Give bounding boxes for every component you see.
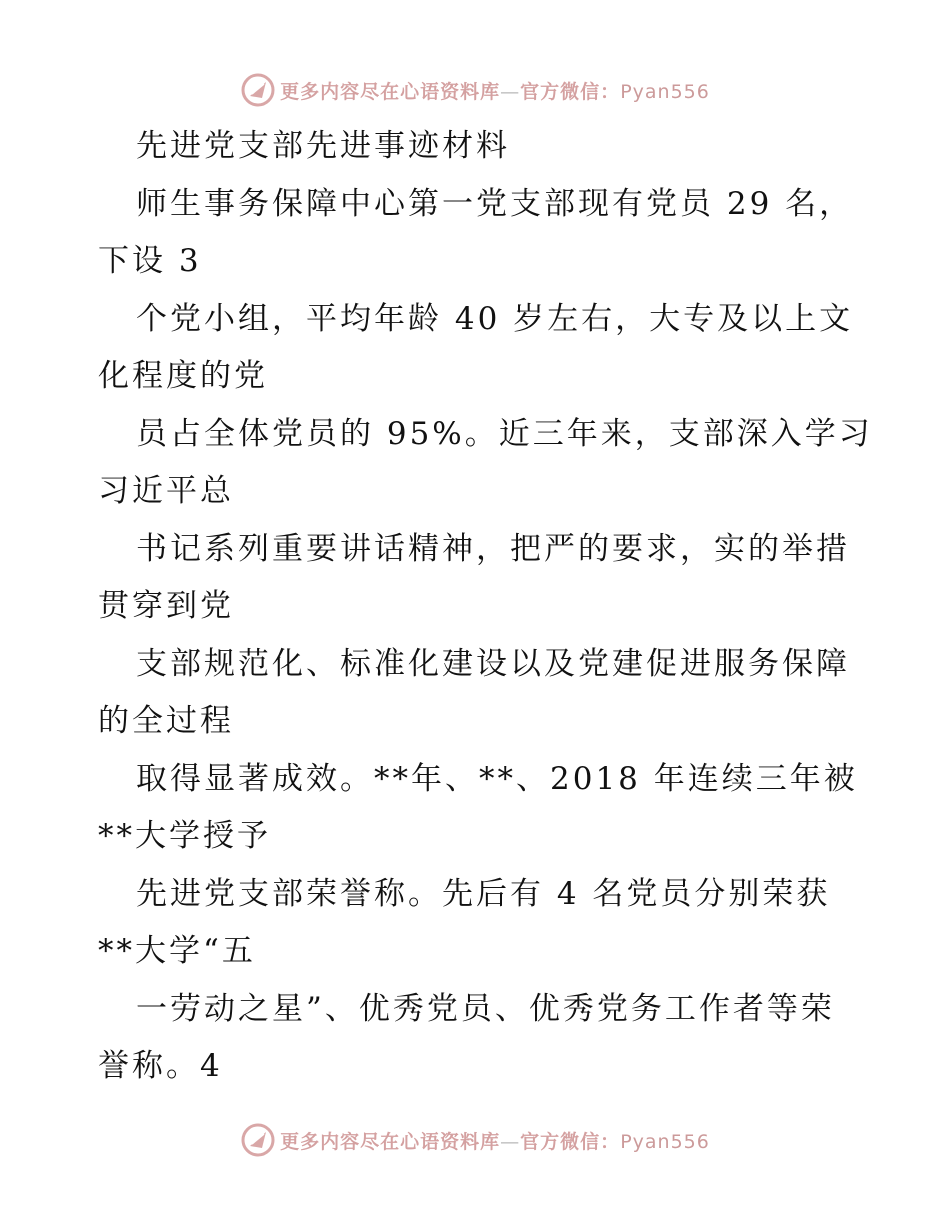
- paragraph-line: 化程度的党: [98, 358, 268, 394]
- paragraph-line: **大学授予: [98, 818, 271, 854]
- paragraph-line: 支部规范化、标准化建设以及党建促进服务保障: [136, 645, 850, 682]
- watermark-text: 更多内容尽在心语资料库—官方微信：Pyan556: [280, 1130, 710, 1153]
- paragraph-line: 贯穿到党: [98, 588, 234, 624]
- document-title: 先进党支部先进事迹材料: [136, 128, 510, 164]
- logo-icon: [240, 72, 276, 108]
- watermark-footer: [0, 1120, 950, 1160]
- paragraph-line: **大学“五: [98, 933, 256, 969]
- paragraph-line: 习近平总: [98, 473, 234, 509]
- paragraph-line: 员占全体党员的 95%。近三年来，支部深入学习: [136, 415, 873, 452]
- paragraph-line: 师生事务保障中心第一党支部现有党员 29 名，: [136, 185, 854, 222]
- paragraph-line: 书记系列重要讲话精神，把严的要求，实的举措: [136, 530, 850, 567]
- paragraph-line: 个党小组，平均年龄 40 岁左右，大专及以上文: [136, 300, 854, 337]
- watermark-header: [0, 70, 950, 110]
- paragraph-line: 下设 3: [98, 243, 202, 279]
- logo-icon: [240, 1122, 276, 1158]
- paragraph-line: 的全过程: [98, 703, 234, 739]
- paragraph-line: 一劳动之星”、优秀党员、优秀党务工作者等荣: [136, 990, 835, 1027]
- paragraph-line: 取得显著成效。**年、**、2018 年连续三年被: [136, 760, 858, 797]
- paragraph-line: 誉称。4: [98, 1048, 223, 1084]
- document-body: [98, 118, 873, 1096]
- watermark-text: 更多内容尽在心语资料库—官方微信：Pyan556: [280, 80, 710, 103]
- paragraph-line: 先进党支部荣誉称。先后有 4 名党员分别荣获: [136, 875, 831, 912]
